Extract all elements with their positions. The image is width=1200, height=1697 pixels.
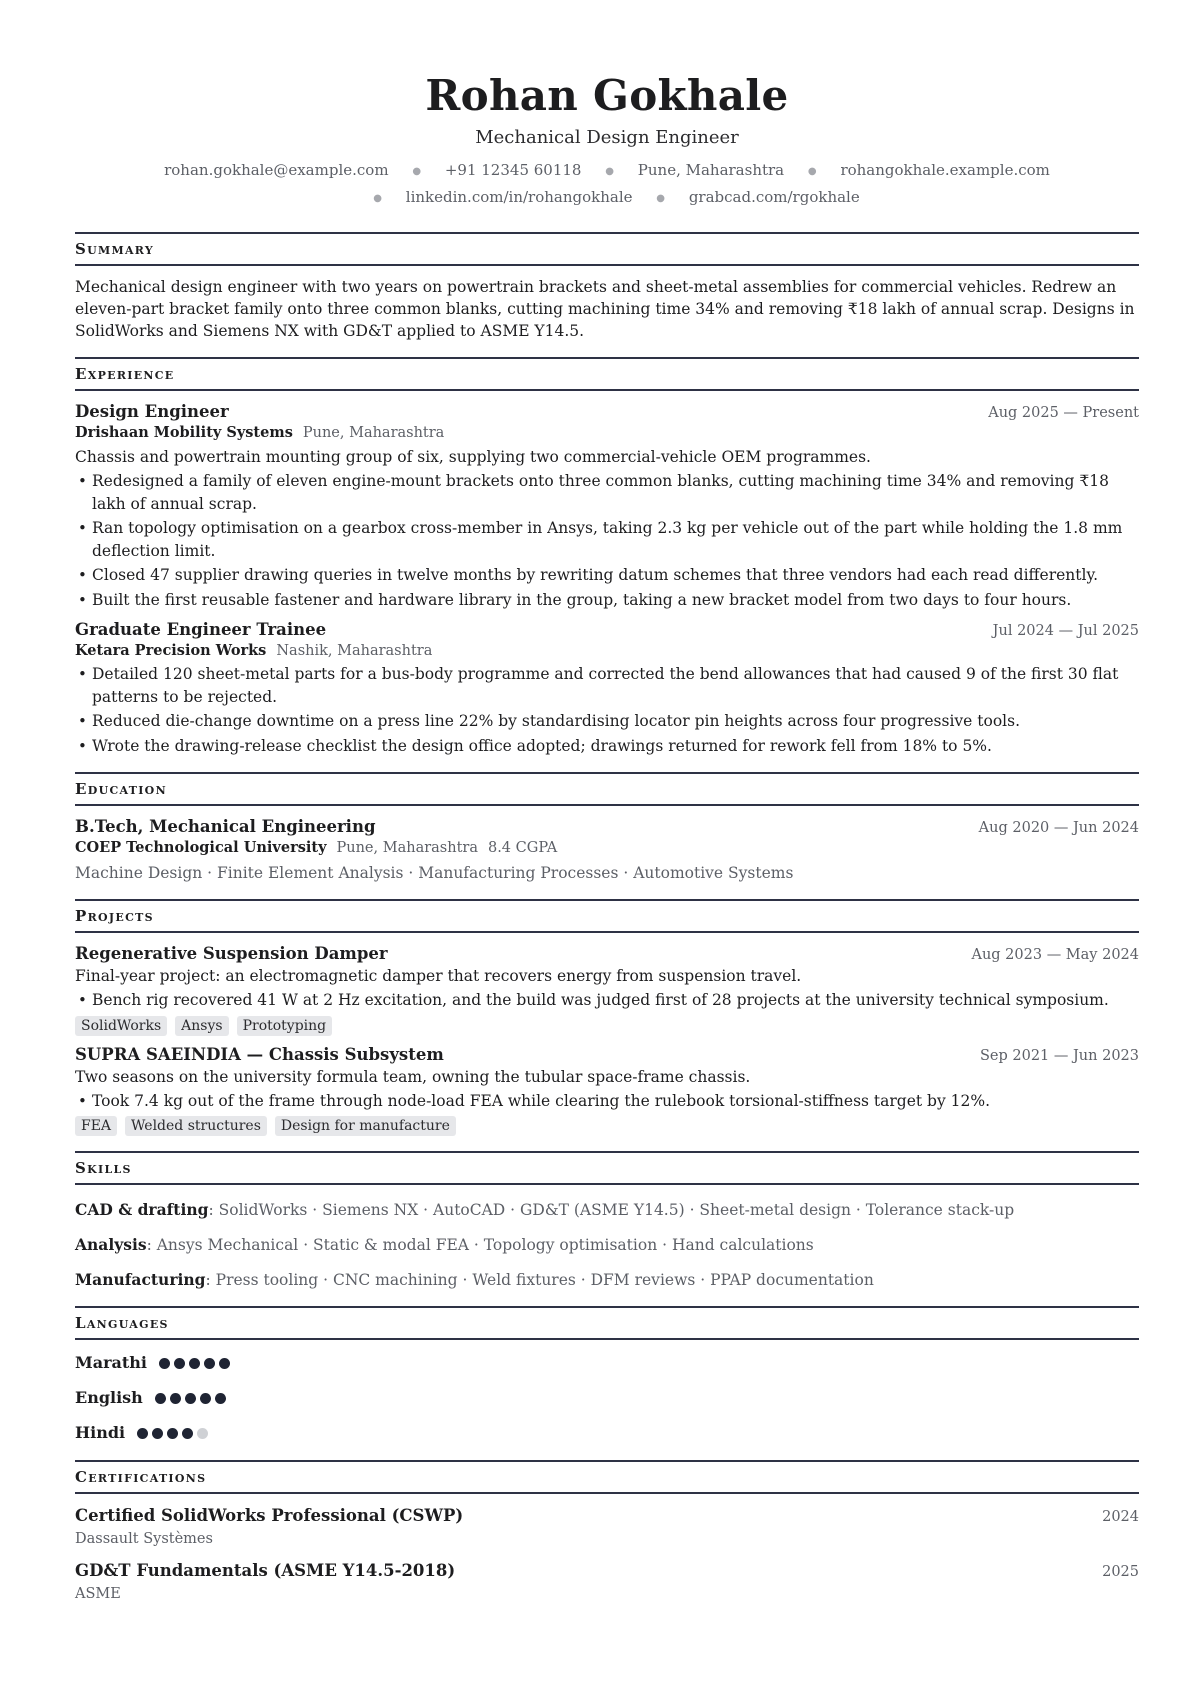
proficiency-dots — [137, 1428, 208, 1439]
list-item: • Built the first reusable fastener and hardware library in the group, taking a new bracket model from two days to four hours. — [75, 589, 1139, 612]
language-name: English — [75, 1388, 143, 1407]
projects-section — [75, 899, 1139, 1136]
skill-group — [75, 1199, 1139, 1221]
contact-row-2 — [75, 185, 1139, 212]
list-item: • Ran topology optimisation on a gearbox cross-member in Ansys, taking 2.3 kg per vehicle out of the part while holding the 1.8 mm deflection limit. — [75, 517, 1139, 562]
job-location: Pune, Maharashtra — [302, 425, 445, 441]
list-item: • Detailed 120 sheet-metal parts for a bus-body programme and corrected the bend allowances that had caused 9 of the first 30 flat patterns to be rejected. — [75, 663, 1139, 708]
proficiency-dot-filled-icon — [137, 1428, 148, 1439]
proficiency-dot-filled-icon — [200, 1393, 211, 1404]
contact-row-1 — [75, 158, 1139, 185]
skill-label: Manufacturing — [75, 1270, 206, 1289]
job-company-line — [75, 641, 1139, 661]
proficiency-dot-filled-icon — [170, 1393, 181, 1404]
company-name: Drishaan Mobility Systems — [75, 424, 293, 441]
education-entry — [75, 816, 1139, 884]
section-heading-experience: Experience — [75, 357, 1139, 391]
job-company-line — [75, 423, 1139, 443]
section-heading-languages: Languages — [75, 1306, 1139, 1340]
list-item: • Reduced die-change downtime on a press line 22% by standardising locator pin heights across four progressive tools. — [75, 710, 1139, 733]
list-item: • Took 7.4 kg out of the frame through node-load FEA while clearing the rulebook torsional-stiffness target by 12%. — [75, 1090, 1139, 1113]
experience-entry — [75, 401, 1139, 611]
section-heading-summary: Summary — [75, 232, 1139, 266]
project-tags — [75, 1016, 1139, 1036]
certification-entry — [75, 1505, 1139, 1550]
certification-name: Certified SolidWorks Professional (CSWP) — [75, 1506, 464, 1525]
list-item: • Bench rig recovered 41 W at 2 Hz excitation, and the build was judged first of 28 projects at the university technical symposium. — [75, 989, 1139, 1012]
project-bullets — [75, 1090, 1139, 1113]
website-link[interactable]: rohangokhale.example.com — [840, 161, 1050, 179]
proficiency-dot-filled-icon — [189, 1358, 200, 1369]
section-heading-certifications: Certifications — [75, 1460, 1139, 1494]
bullet-separator-icon: ● — [412, 166, 422, 177]
project-title: Regenerative Suspension Damper — [75, 944, 388, 963]
proficiency-dots — [155, 1393, 226, 1404]
project-entry — [75, 1044, 1139, 1137]
proficiency-dot-filled-icon — [155, 1393, 166, 1404]
section-heading-education: Education — [75, 772, 1139, 806]
proficiency-dot-filled-icon — [159, 1358, 170, 1369]
certification-issuer: Dassault Systèmes — [75, 1531, 213, 1547]
proficiency-dot-filled-icon — [167, 1428, 178, 1439]
skill-items: : SolidWorks · Siemens NX · AutoCAD · GD&T (ASME Y14.5) · Sheet-metal design · Tolerance stack-up — [208, 1201, 1015, 1219]
project-description: Two seasons on the university formula team, owning the tubular space-frame chassis. — [75, 1067, 751, 1086]
certification-year: 2024 — [1102, 1509, 1139, 1525]
candidate-name: Rohan Gokhale — [425, 71, 789, 120]
list-item: • Closed 47 supplier drawing queries in twelve months by rewriting datum schemes that three vendors had each read differently. — [75, 564, 1139, 587]
job-bullets — [75, 470, 1139, 611]
skills-section — [75, 1151, 1139, 1291]
phone-text: +91 12345 60118 — [444, 161, 582, 179]
skill-tag: Welded structures — [125, 1116, 267, 1136]
certifications-section — [75, 1460, 1139, 1605]
proficiency-dot-filled-icon — [204, 1358, 215, 1369]
summary-section — [75, 232, 1139, 342]
experience-entry — [75, 619, 1139, 757]
project-title: SUPRA SAEINDIA — Chassis Subsystem — [75, 1044, 444, 1064]
job-title: Design Engineer — [75, 402, 229, 421]
coursework: Machine Design · Finite Element Analysis · Manufacturing Processes · Automotive Systems — [75, 864, 794, 882]
list-item: • Redesigned a family of eleven engine-mount brackets onto three common blanks, cutting machining time 34% and removing ₹18 lakh of annual scrap. — [75, 470, 1139, 515]
project-tags — [75, 1116, 1139, 1136]
school-name: COEP Technological University — [75, 839, 327, 856]
linkedin-link[interactable]: linkedin.com/in/rohangokhale — [405, 188, 633, 206]
project-dates: Sep 2021 — Jun 2023 — [979, 1047, 1139, 1064]
proficiency-dot-filled-icon — [219, 1358, 230, 1369]
contact-info — [75, 158, 1139, 212]
job-title: Graduate Engineer Trainee — [75, 620, 327, 639]
skill-label: CAD & drafting — [75, 1200, 209, 1219]
proficiency-dot-filled-icon — [185, 1393, 196, 1404]
job-description: Chassis and powertrain mounting group of six, supplying two commercial-vehicle OEM programmes. — [75, 448, 871, 466]
resume-header — [75, 0, 1139, 212]
skill-items: : Press tooling · CNC machining · Weld fixtures · DFM reviews · PPAP documentation — [205, 1271, 874, 1289]
skill-group — [75, 1234, 1139, 1256]
skill-tag: FEA — [75, 1116, 117, 1136]
language-item — [75, 1422, 1139, 1444]
grabcad-link[interactable]: grabcad.com/rgokhale — [688, 188, 860, 206]
language-name: Hindi — [75, 1423, 126, 1442]
project-dates: Aug 2023 — May 2024 — [971, 947, 1139, 963]
skill-items: : Ansys Mechanical · Static & modal FEA · Topology optimisation · Hand calculations — [146, 1236, 814, 1254]
project-bullets — [75, 989, 1139, 1012]
degree-title: B.Tech, Mechanical Engineering — [75, 817, 376, 836]
school-line — [75, 838, 1139, 858]
education-dates: Aug 2020 — Jun 2024 — [978, 820, 1139, 836]
list-item: • Wrote the drawing-release checklist the design office adopted; drawings returned for rework fell from 18% to 5%. — [75, 735, 1139, 758]
project-description: Final-year project: an electromagnetic damper that recovers energy from suspension travel. — [75, 967, 802, 985]
proficiency-dot-filled-icon — [152, 1428, 163, 1439]
proficiency-dot-filled-icon — [215, 1393, 226, 1404]
education-section — [75, 772, 1139, 884]
proficiency-dot-filled-icon — [182, 1428, 193, 1439]
skill-group — [75, 1269, 1139, 1291]
project-entry — [75, 943, 1139, 1036]
school-location: Pune, Maharashtra — [336, 840, 478, 856]
summary-text: Mechanical design engineer with two years on powertrain brackets and sheet-metal assemblies for commercial vehicles. Redrew an eleven-part bracket family onto three common blanks, cutting machining time 34% and removing ₹18 lakh of annual scrap. Designs in SolidWorks and Siemens NX with GD&T applied to ASME Y14.5. — [75, 278, 1135, 340]
skill-tag: Design for manufacture — [275, 1116, 456, 1136]
language-item — [75, 1387, 1139, 1409]
proficiency-dot-filled-icon — [174, 1358, 185, 1369]
bullet-separator-icon: ● — [656, 193, 666, 204]
skill-tag: SolidWorks — [75, 1016, 167, 1036]
section-heading-skills: Skills — [75, 1151, 1139, 1185]
skill-tag: Ansys — [175, 1016, 228, 1036]
certification-entry — [75, 1560, 1139, 1605]
skill-tag: Prototyping — [237, 1016, 333, 1036]
email-link[interactable]: rohan.gokhale@example.com — [164, 161, 389, 179]
gpa-text: 8.4 CGPA — [487, 840, 558, 856]
bullet-separator-icon: ● — [807, 166, 817, 177]
skill-label: Analysis — [75, 1235, 147, 1254]
language-item — [75, 1352, 1139, 1374]
job-dates: Jul 2024 — Jul 2025 — [992, 623, 1139, 639]
experience-section — [75, 357, 1139, 757]
proficiency-dots — [159, 1358, 230, 1369]
job-location: Nashik, Maharashtra — [276, 643, 433, 659]
language-name: Marathi — [75, 1353, 147, 1372]
certification-year: 2025 — [1102, 1564, 1139, 1580]
certification-name: GD&T Fundamentals (ASME Y14.5-2018) — [75, 1561, 456, 1580]
section-heading-projects: Projects — [75, 899, 1139, 933]
bullet-separator-icon: ● — [605, 166, 614, 177]
proficiency-dot-empty-icon — [197, 1428, 208, 1439]
languages-section — [75, 1306, 1139, 1444]
certification-issuer: ASME — [75, 1586, 121, 1602]
company-name: Ketara Precision Works — [75, 642, 267, 659]
location-text: Pune, Maharashtra — [637, 161, 785, 179]
bullet-separator-icon: ● — [373, 193, 382, 204]
job-bullets — [75, 663, 1139, 757]
candidate-title: Mechanical Design Engineer — [475, 127, 739, 148]
job-dates: Aug 2025 — Present — [988, 405, 1139, 421]
